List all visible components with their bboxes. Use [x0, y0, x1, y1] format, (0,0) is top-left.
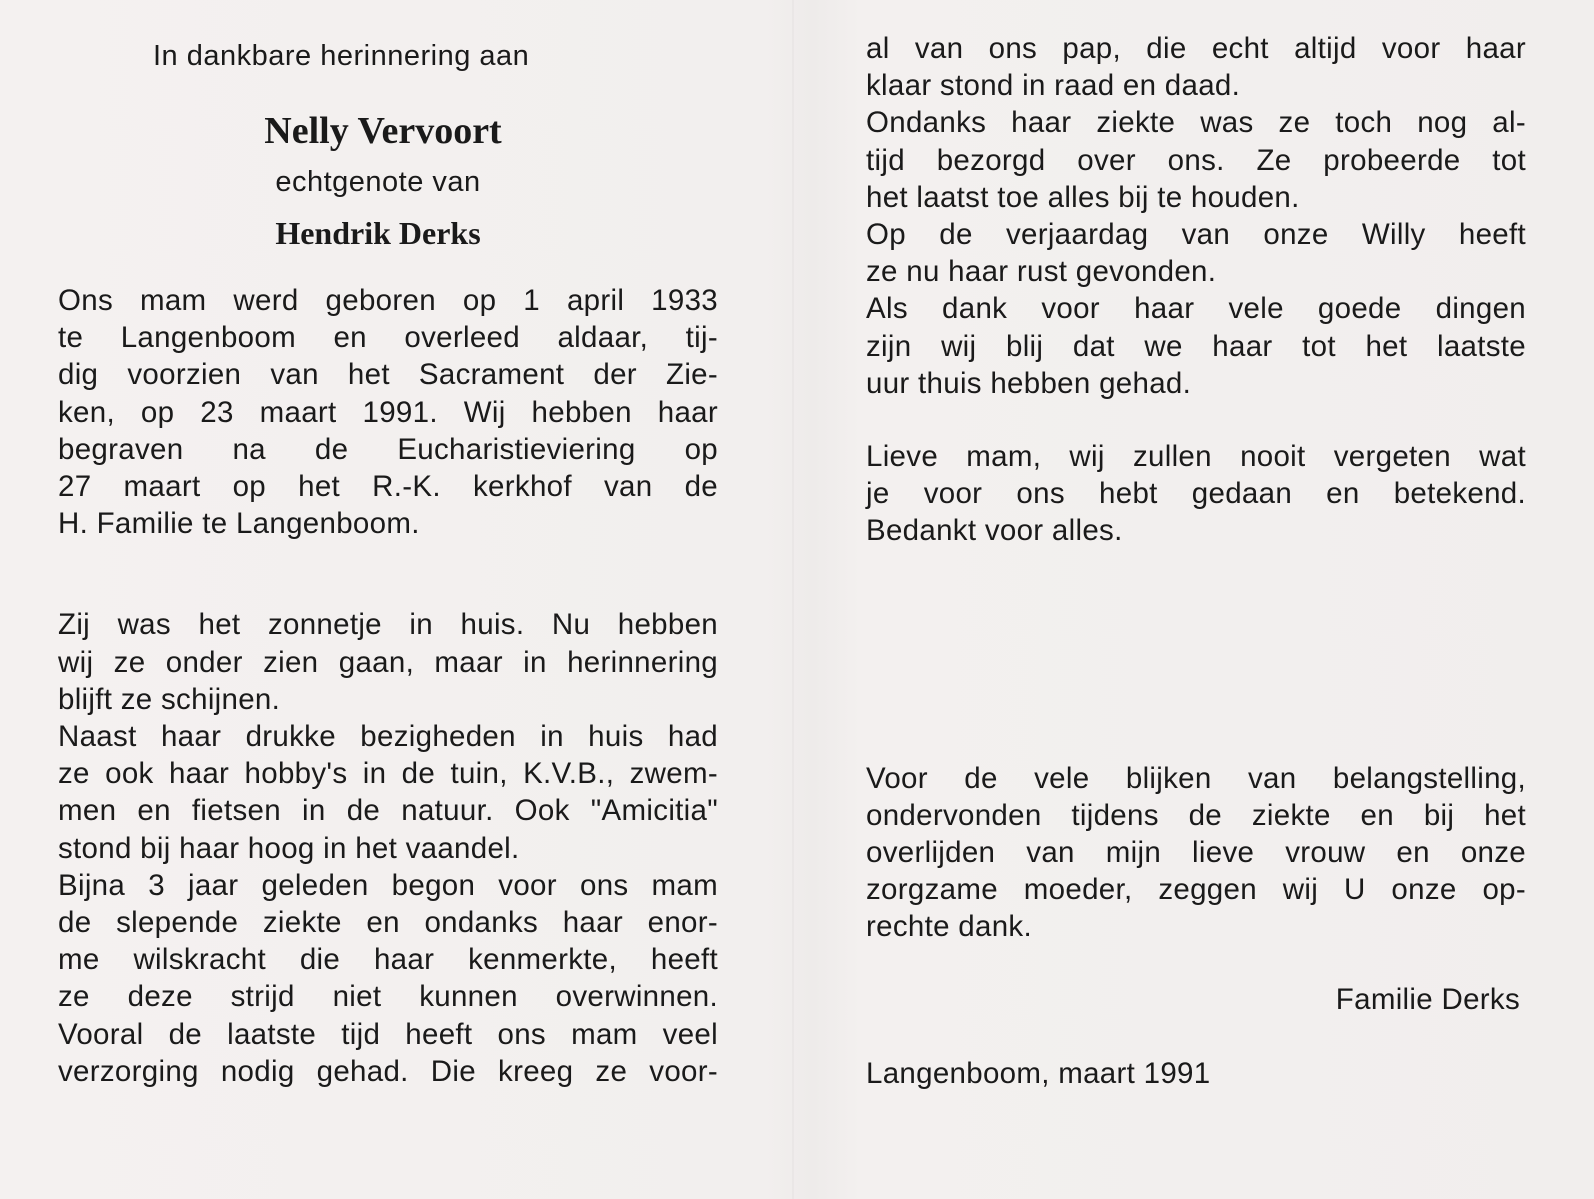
text-line: je voor ons hebt gedaan en betekend.	[866, 477, 1526, 511]
text-line: uur thuis hebben gehad.	[866, 366, 1192, 400]
text-line: H. Familie te Langenboom.	[58, 507, 420, 541]
text-line: Voor de vele blijken van belangstelling,	[866, 761, 1526, 795]
text-line: wij ze onder zien gaan, maar in herinnering	[58, 645, 718, 679]
text-line: ze deze strijd niet kunnen overwinnen.	[58, 980, 718, 1014]
text-line: de slepende ziekte en ondanks haar enor-	[58, 906, 718, 940]
text-line: Ons mam werd geboren op 1 april 1933	[58, 284, 718, 317]
text-line: men en fietsen in de natuur. Ook "Amicitia"	[58, 794, 718, 828]
story-paragraph	[58, 606, 718, 1090]
text-line: Op de verjaardag van onze Willy heeft	[866, 218, 1526, 252]
text-line: zijn wij blij dat we haar tot het laatste	[866, 329, 1526, 363]
text-line: Vooral de laatste tijd heeft ons mam veel	[58, 1017, 718, 1051]
text-line: Bijna 3 jaar geleden begon voor ons mam	[58, 868, 718, 902]
text-line: begraven na de Eucharistieviering op	[58, 432, 718, 466]
place-date: Langenboom, maart 1991	[866, 1056, 1211, 1090]
text-line: ken, op 23 maart 1991. Wij hebben haar	[58, 395, 718, 429]
left-page	[58, 34, 718, 1090]
deceased-name: Nelly Vervoort	[264, 110, 502, 152]
text-line: te Langenboom en overleed aldaar, tij-	[58, 321, 718, 355]
spouse-name: Hendrik Derks	[275, 215, 481, 251]
text-line: me wilskracht die haar kenmerkte, heeft	[58, 943, 718, 977]
family-signature: Familie Derks	[1335, 982, 1520, 1016]
text-line: overlijden van mijn lieve vrouw en onze	[866, 836, 1526, 870]
text-line: Als dank voor haar vele goede dingen	[866, 292, 1526, 326]
text-line: ze ook haar hobby's in de tuin, K.V.B., zwem-	[58, 757, 718, 791]
text-line: dig voorzien van het Sacrament der Zie-	[58, 358, 718, 392]
text-line: het laatst toe alles bij te houden.	[866, 180, 1300, 214]
text-line: al van ons pap, die echt altijd voor haar	[866, 32, 1526, 65]
biography-paragraph	[58, 282, 718, 542]
text-line: zorgzame moeder, zeggen wij U onze op-	[866, 873, 1526, 907]
text-line: tijd bezorgd over ons. Ze probeerde tot	[866, 143, 1526, 177]
intro-text: In dankbare herinnering aan	[153, 40, 530, 72]
text-line: 27 maart op het R.-K. kerkhof van de	[58, 470, 718, 504]
text-line: Naast haar drukke bezigheden in huis had	[58, 720, 718, 754]
text-line: klaar stond in raad en daad.	[866, 69, 1241, 103]
spouse-label: echtgenote van	[275, 166, 481, 198]
right-page	[866, 30, 1526, 1094]
text-line: ondervonden tijdens de ziekte en bij het	[866, 798, 1526, 832]
card-fold	[792, 0, 794, 1199]
text-line: stond bij haar hoog in het vaandel.	[58, 831, 520, 865]
text-line: Lieve mam, wij zullen nooit vergeten wat	[866, 440, 1526, 474]
text-line: Zij was het zonnetje in huis. Nu hebben	[58, 608, 718, 642]
thanks-paragraph	[866, 760, 1526, 946]
text-line: Ondanks haar ziekte was ze toch nog al-	[866, 106, 1526, 140]
text-line: verzorging nodig gehad. Die kreeg ze voor-	[58, 1054, 718, 1088]
text-line: blijft ze schijnen.	[58, 682, 281, 716]
text-line: Bedankt voor alles.	[866, 514, 1123, 548]
text-line: rechte dank.	[866, 910, 1032, 944]
farewell-paragraph	[866, 438, 1526, 550]
story-continuation-paragraph	[866, 30, 1526, 402]
text-line: ze nu haar rust gevonden.	[866, 255, 1217, 289]
